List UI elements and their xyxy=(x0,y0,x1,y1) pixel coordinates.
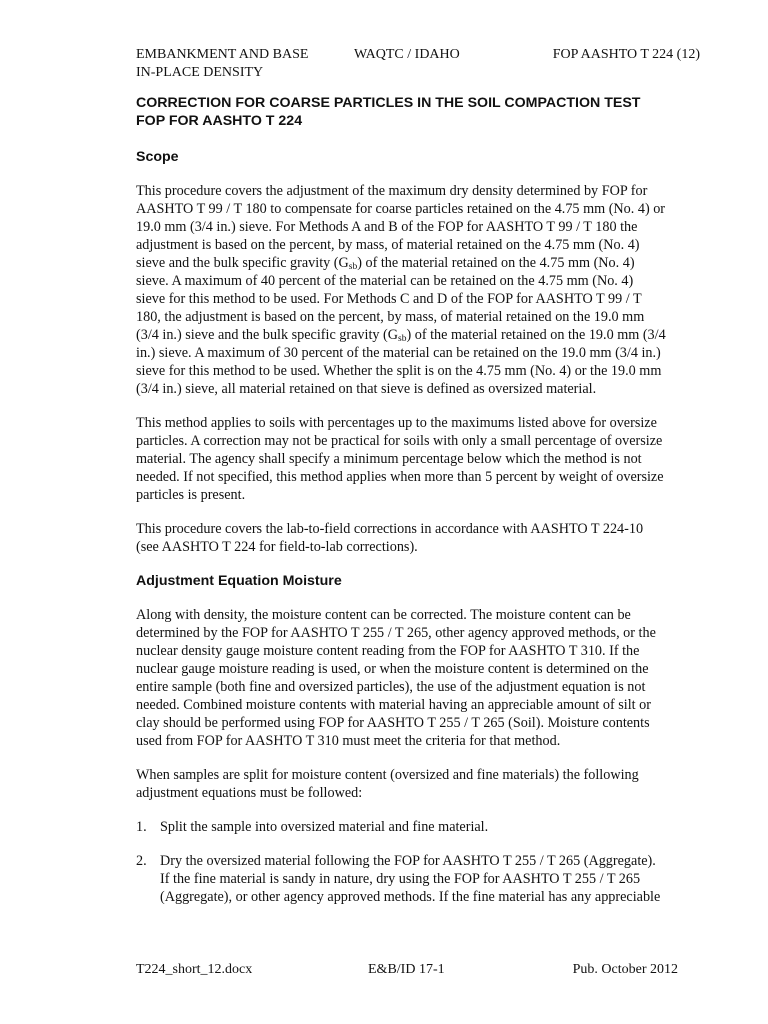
text-fragment: (3/4 in.) sieve and the bulk specific gravity (G xyxy=(136,327,398,343)
text-line: (3/4 in.) sieve, all material retained on that sieve is defined as oversized material. xyxy=(136,381,597,397)
header-document-id: FOP AASHTO T 224 (12) xyxy=(552,47,700,62)
text-fragment: ) of the material retained on the 4.75 mm (No. 4) xyxy=(357,255,635,271)
text-fragment: ) of the material retained on the 19.0 mm (3/4 xyxy=(406,327,666,343)
footer-publication-date: Pub. October 2012 xyxy=(572,962,678,977)
text-line: nuclear density gauge moisture content reading from the FOP for AASHTO T 310. If the xyxy=(136,643,640,659)
header-section-line2: IN-PLACE DENSITY xyxy=(136,65,264,80)
text-line: AASHTO T 99 / T 180 to compensate for coarse particles retained on the 4.75 mm (No. 4) or xyxy=(136,201,666,217)
text-line: determined by the FOP for AASHTO T 255 / T 265, other agency approved methods, or the xyxy=(136,625,656,641)
text-line: sieve for this method to be used. For Methods C and D of the FOP for AASHTO T 99 / T xyxy=(136,291,642,307)
moisture-paragraph-2 xyxy=(136,766,702,802)
header-section-line1: EMBANKMENT AND BASE xyxy=(136,47,309,62)
document-title xyxy=(136,94,702,130)
text-line: Along with density, the moisture content can be corrected. The moisture content can be xyxy=(136,607,631,623)
list-item xyxy=(136,818,702,836)
text-line: When samples are split for moisture content (oversized and fine materials) the following xyxy=(136,767,639,783)
list-number: 2. xyxy=(136,853,147,869)
text-line: used from FOP for AASHTO T 310 must meet the criteria for that method. xyxy=(136,733,561,749)
text-line: needed. If not specified, this method applies when more than 5 percent by weight of oversize xyxy=(136,469,664,485)
header-agency: WAQTC / IDAHO xyxy=(354,47,460,62)
list-text xyxy=(160,818,702,836)
text-line: material. The agency shall specify a minimum percentage below which the method is not xyxy=(136,451,642,467)
list-text xyxy=(160,852,702,906)
text-line: in.) sieve. A maximum of 30 percent of the material can be retained on the 19.0 mm (3/4 in.) xyxy=(136,345,661,361)
text-line: clay should be performed using FOP for AASHTO T 255 / T 265 (Soil). Moisture contents xyxy=(136,715,650,731)
scope-heading: Scope xyxy=(136,149,179,165)
text-line: sieve for this method to be used. Whether the split is on the 4.75 mm (No. 4) or the 19.0 mm xyxy=(136,363,662,379)
text-line: sieve. A maximum of 40 percent of the material can be retained on the 4.75 mm (No. 4) xyxy=(136,273,634,289)
scope-paragraph-1 xyxy=(136,182,702,398)
text-line: particles is present. xyxy=(136,487,246,503)
text-line: This procedure covers the lab-to-field corrections in accordance with AASHTO T 224-10 xyxy=(136,521,644,537)
text-line: This procedure covers the adjustment of the maximum dry density determined by FOP for xyxy=(136,183,648,199)
scope-paragraph-2 xyxy=(136,414,702,504)
subscript: sb xyxy=(348,262,358,272)
text-line: Split the sample into oversized material and fine material. xyxy=(160,819,489,835)
text-line: Dry the oversized material following the FOP for AASHTO T 255 / T 265 (Aggregate). xyxy=(160,853,656,869)
scope-paragraph-3 xyxy=(136,520,702,556)
title-line1: CORRECTION FOR COARSE PARTICLES IN THE SOIL COMPACTION TEST xyxy=(136,95,641,111)
text-line: entire sample (both fine and oversized particles), the use of the adjustment equation is not xyxy=(136,679,646,695)
footer-page-number: E&B/ID 17-1 xyxy=(368,962,445,977)
text-line: This method applies to soils with percentages up to the maximums listed above for oversize xyxy=(136,415,657,431)
header-left xyxy=(136,46,336,82)
text-line: 180, the adjustment is based on the percent, by mass, of material retained on the 19.0 mm xyxy=(136,309,645,325)
subscript: sb xyxy=(398,334,407,344)
text-line xyxy=(136,254,702,272)
text-line xyxy=(136,326,702,344)
text-line: particles. A correction may not be practical for soils with only a small percentage of oversize xyxy=(136,433,663,449)
title-line2: FOP FOR AASHTO T 224 xyxy=(136,113,303,129)
text-fragment: sieve and the bulk specific gravity (G xyxy=(136,255,349,271)
text-line: nuclear gauge moisture reading is used, or when the moisture content is determined on the xyxy=(136,661,649,677)
list-number: 1. xyxy=(136,819,147,835)
document-body xyxy=(136,94,702,922)
text-line: If the fine material is sandy in nature, dry using the FOP for AASHTO T 255 / T 265 xyxy=(160,871,641,887)
text-line: (Aggregate), or other agency approved methods. If the fine material has any appreciable xyxy=(160,889,661,905)
text-line: adjustment is based on the percent, by mass, of material retained on the 4.75 mm (No. 4) xyxy=(136,237,640,253)
moisture-paragraph-1 xyxy=(136,606,702,750)
text-line: adjustment equations must be followed: xyxy=(136,785,363,801)
moisture-heading: Adjustment Equation Moisture xyxy=(136,573,342,589)
text-line: (see AASHTO T 224 for field-to-lab corrections). xyxy=(136,539,418,555)
text-line: 19.0 mm (3/4 in.) sieve. For Methods A and B of the FOP for AASHTO T 99 / T 180 the xyxy=(136,219,638,235)
text-line: needed. Combined moisture contents with material having an appreciable amount of silt or xyxy=(136,697,651,713)
list-item xyxy=(136,852,702,906)
footer-filename: T224_short_12.docx xyxy=(136,962,253,977)
